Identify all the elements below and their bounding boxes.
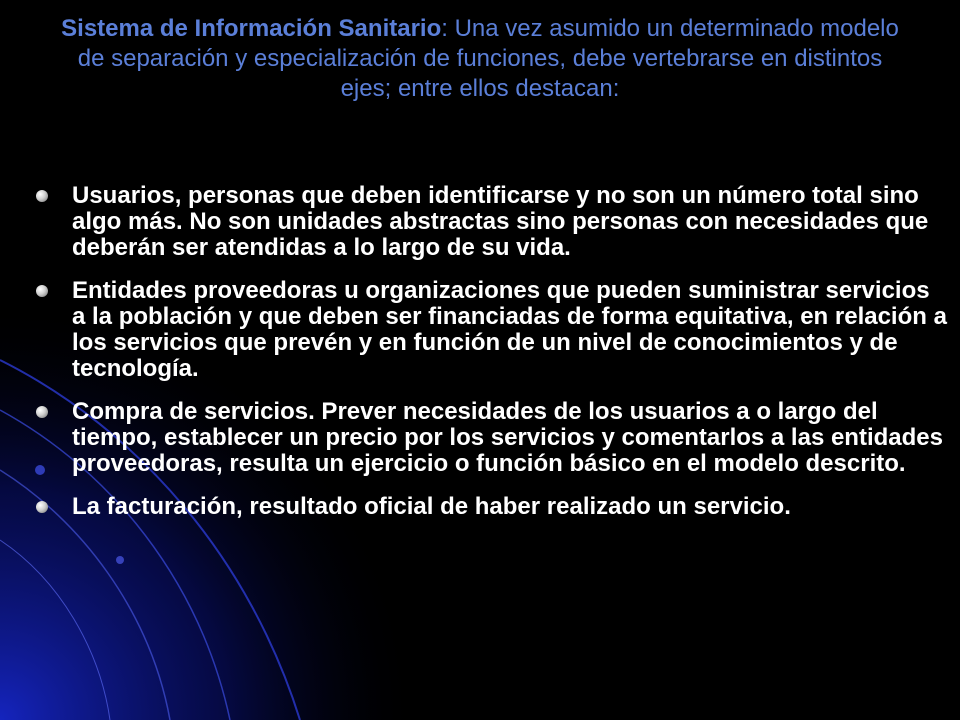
bullet-text: Compra de servicios. Prever necesidades de los usuarios a o largo del tiempo, establecer un precio por los servicios y comentarlos a las entidades proveedoras, resulta un ejercicio o función básico en el modelo descrito. <box>72 398 943 477</box>
bullet-text: La facturación, resultado oficial de haber realizado un servicio. <box>72 493 791 520</box>
bullet-dot-icon <box>36 406 48 418</box>
bullet-item-entidades <box>34 278 949 382</box>
bullet-item-compra <box>34 399 949 477</box>
slide-title <box>60 14 900 104</box>
bullet-item-facturacion <box>34 494 949 520</box>
title-rest: : Una vez asumido un determinado modelo de separación y especialización de funciones, debe vertebrarse en distintos ejes; entre ellos destacan: <box>77 15 899 102</box>
bullet-list <box>34 183 949 537</box>
bullet-item-usuarios <box>34 183 949 261</box>
bullet-text: Entidades proveedoras u organizaciones que pueden suministrar servicios a la población y que deben ser financiadas de forma equitativa, en relación a los servicios que prevén y en función de un nivel de conocimientos y de tecnología. <box>72 277 947 382</box>
bullet-dot-icon <box>36 285 48 297</box>
bullet-dot-icon <box>36 501 48 513</box>
bullet-dot-icon <box>36 190 48 202</box>
bullet-text: Usuarios, personas que deben identificarse y no son un número total sino algo más. No son unidades abstractas sino personas con necesidades que deberán ser atendidas a lo largo de su vida. <box>72 182 929 261</box>
title-bold: Sistema de Información Sanitario <box>61 15 442 42</box>
